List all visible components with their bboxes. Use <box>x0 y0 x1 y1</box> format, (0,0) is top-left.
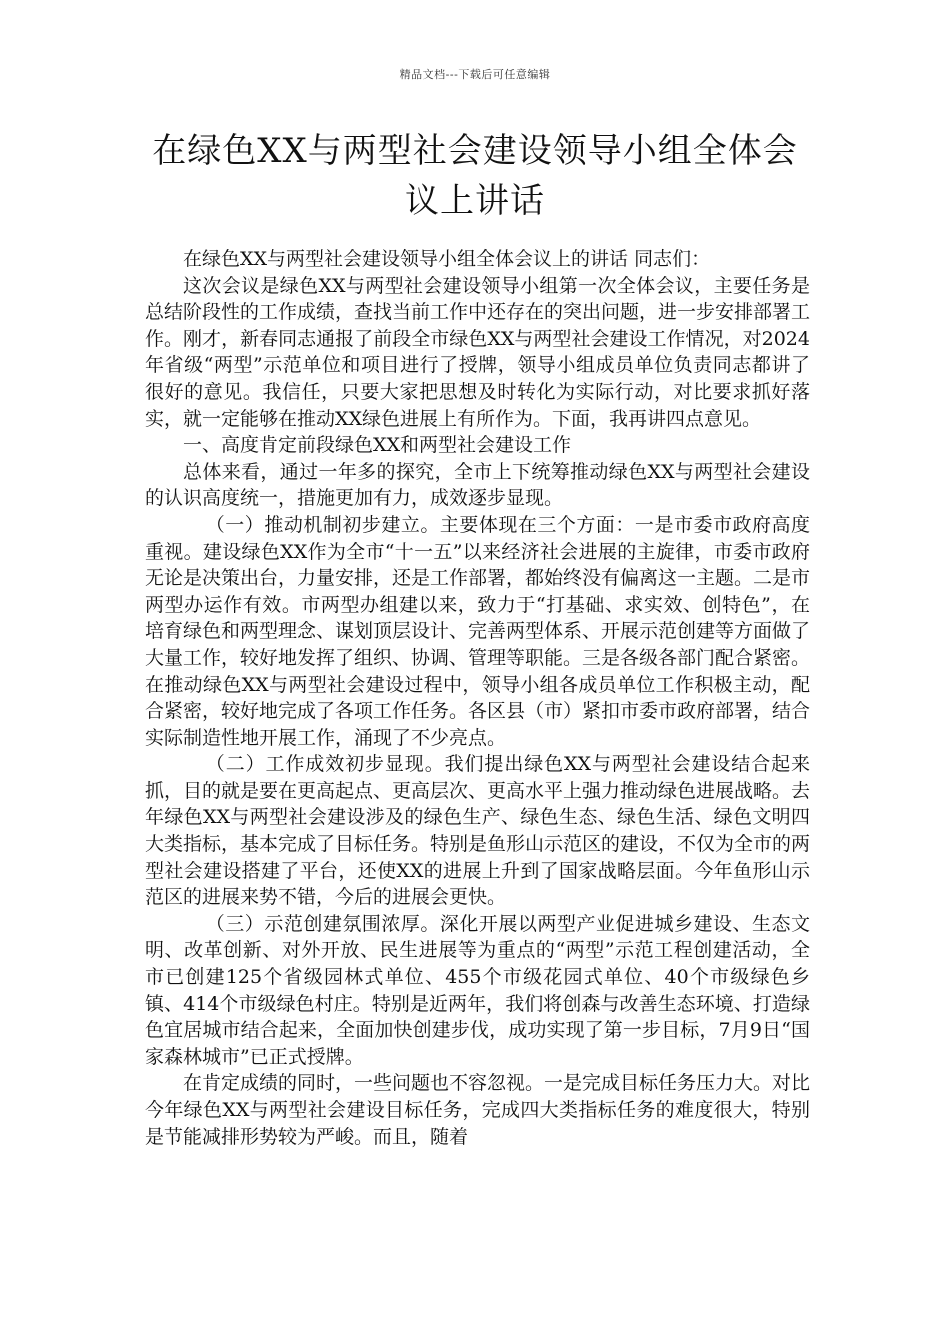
salutation-paragraph: 在绿色XX与两型社会建设领导小组全体会议上的讲话 同志们： <box>183 248 711 270</box>
subsection-paragraph-2: （二）工作成效初步显现。我们提出绿色XX与两型社会建设结合起来抓，目的就是要在更高起点、更高层次、更高水平上强力推动绿色进展战略。去年绿色XX与两型社会建设涉及的绿色生产、绿色生态、绿色生活、绿色文明四大类指标，基本完成了目标任务。特别是鱼形山示范区的建设，不仅为全市的两型社会建设搭建了平台，还使XX的进展上升到了国家战略层面。今年鱼形山示范区的进展来势不错，今后的进展会更快。 <box>145 753 811 909</box>
issues-paragraph: 在肯定成绩的同时，一些问题也不容忽视。一是完成目标任务压力大。对比今年绿色XX与两型社会建设目标任务，完成四大类指标任务的难度很大，特别是节能减排形势较为严峻。而且，随着 <box>145 1072 811 1148</box>
summary-paragraph: 总体来看，通过一年多的探究，全市上下统筹推动绿色XX与两型社会建设的认识高度统一，措施更加有力，成效逐步显现。 <box>145 460 810 510</box>
document-body <box>145 246 810 1150</box>
subsection-paragraph-3: （三）示范创建氛围浓厚。深化开展以两型产业促进城乡建设、生态文明、改革创新、对外开放、民生进展等为重点的“两型”示范工程创建活动，全市已创建125个省级园林式单位、455个市级花园式单位、40个市级绿色乡镇、414个市级绿色村庄。特别是近两年，我们将创森与改善生态环境、打造绿色宜居城市结合起来，全面加快创建步伐，成功实现了第一步目标，7月9日“国家森林城市”已正式授牌。 <box>145 912 810 1068</box>
header-note: 精品文档---下载后可任意编辑 <box>399 68 551 81</box>
intro-paragraph: 这次会议是绿色XX与两型社会建设领导小组第一次全体会议，主要任务是总结阶段性的工作成绩，查找当前工作中还存在的突出问题，进一步安排部署工作。刚才，新春同志通报了前段全市绿色XX与两型社会建设工作情况，对2024年省级“两型”示范单位和项目进行了授牌，领导小组成员单位负责同志都讲了很好的意见。我信任，只要大家把思想及时转化为实际行动，对比要求抓好落实，就一定能够在推动XX绿色进展上有所作为。下面，我再讲四点意见。 <box>145 274 811 430</box>
subsection-paragraph-1: （一）推动机制初步建立。主要体现在三个方面：一是市委市政府高度重视。建设绿色XX作为全市“十一五”以来经济社会进展的主旋律，市委市政府无论是决策出台，力量安排，还是工作部署，都始终没有偏离这一主题。二是市两型办运作有效。市两型办组建以来，致力于“打基础、求实效、创特色”，在培育绿色和两型理念、谋划顶层设计、完善两型体系、开展示范创建等方面做了大量工作，较好地发挥了组织、协调、管理等职能。三是各级各部门配合紧密。在推动绿色XX与两型社会建设过程中，领导小组各成员单位工作积极主动，配合紧密，较好地完成了各项工作任务。各区县（市）紧扣市委市政府部署，结合实际制造性地开展工作，涌现了不少亮点。 <box>145 513 811 749</box>
section-heading: 一、高度肯定前段绿色XX和两型社会建设工作 <box>183 434 572 457</box>
document-title: 在绿色XX与两型社会建设领导小组全体会议上讲话 <box>152 131 798 221</box>
